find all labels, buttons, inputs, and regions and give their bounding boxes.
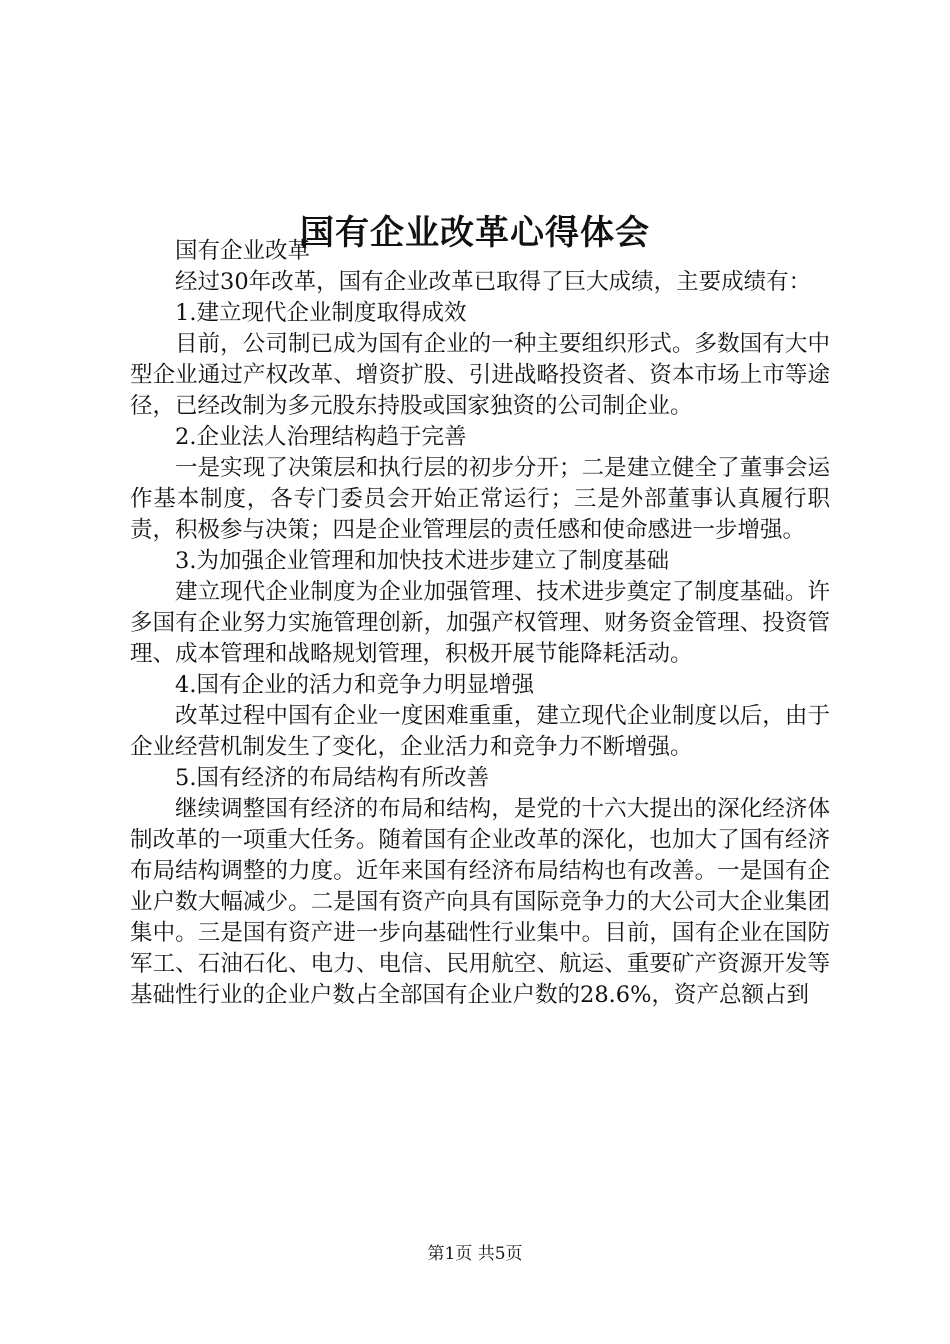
- document-title: 国有企业改革心得体会: [300, 212, 650, 253]
- paragraph-6: 改革过程中国有企业一度困难重重，建立现代企业制度以后，由于企业经营机制发生了变化，企业活力和竞争力不断增强。: [130, 703, 830, 760]
- section-heading-5: 5.国有经济的布局结构有所改善: [175, 765, 489, 791]
- document-body: [130, 236, 830, 1011]
- page-number-footer: 第1页 共5页: [427, 1244, 523, 1264]
- section-heading-2: 2.企业法人治理结构趋于完善: [175, 424, 467, 450]
- paragraph-5: 建立现代企业制度为企业加强管理、技术进步奠定了制度基础。许多国有企业努力实施管理创新，加强产权管理、财务资金管理、投资管理、成本管理和战略规划管理，积极开展节能降耗活动。: [130, 579, 830, 667]
- paragraph-3: 目前，公司制已成为国有企业的一种主要组织形式。多数国有大中型企业通过产权改革、增资扩股、引进战略投资者、资本市场上市等途径，已经改制为多元股东持股或国家独资的公司制企业。: [130, 331, 830, 419]
- paragraph-1: 国有企业改革: [175, 238, 311, 264]
- paragraph-4: 一是实现了决策层和执行层的初步分开；二是建立健全了董事会运作基本制度，各专门委员会开始正常运行；三是外部董事认真履行职责，积极参与决策；四是企业管理层的责任感和使命感进一步增强。: [130, 455, 830, 543]
- section-heading-4: 4.国有企业的活力和竞争力明显增强: [175, 672, 534, 698]
- section-heading-1: 1.建立现代企业制度取得成效: [175, 300, 467, 326]
- section-heading-3: 3.为加强企业管理和加快技术进步建立了制度基础: [175, 548, 669, 574]
- paragraph-2: 经过30年改革，国有企业改革已取得了巨大成绩，主要成绩有：: [175, 269, 812, 295]
- paragraph-7: 继续调整国有经济的布局和结构，是党的十六大提出的深化经济体制改革的一项重大任务。随着国有企业改革的深化，也加大了国有经济布局结构调整的力度。近年来国有经济布局结构也有改善。一是国有企业户数大幅减少。二是国有资产向具有国际竞争力的大公司大企业集团集中。三是国有资产进一步向基础性行业集中。目前，国有企业在国防军工、石油石化、电力、电信、民用航空、航运、重要矿产资源开发等基础性行业的企业户数占全部国有企业户数的28.6%，资产总额占到: [130, 796, 830, 1008]
